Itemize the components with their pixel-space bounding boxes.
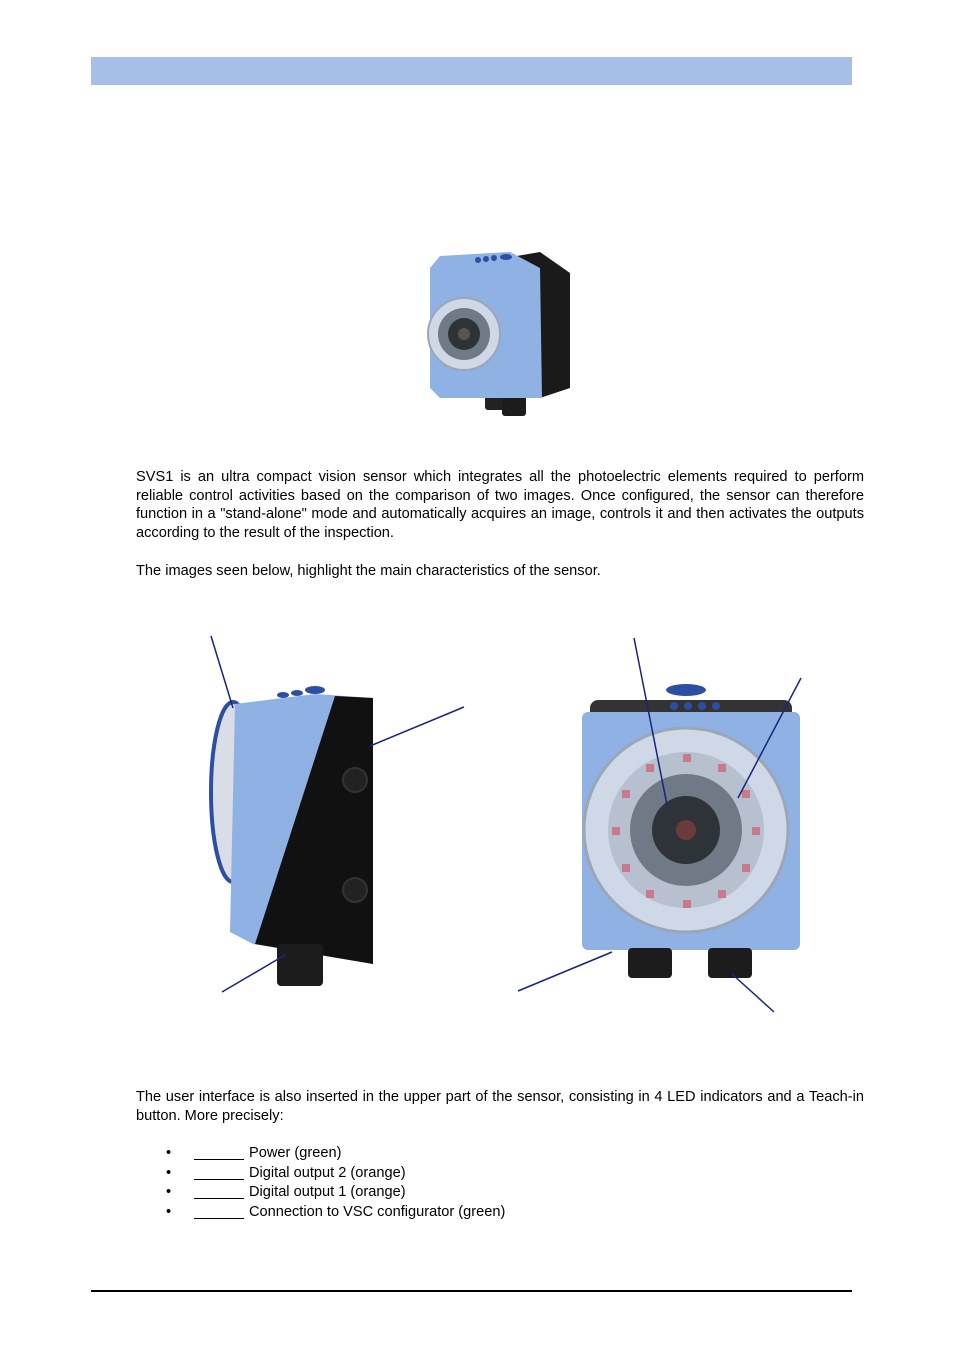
led-label: Power (green) [249,1145,342,1161]
led-label: Digital output 2 (orange) [249,1164,406,1181]
callout-line-connector-side [222,955,285,992]
led-label: Digital output 1 (orange) [249,1184,406,1201]
intro-paragraph: SVS1 is an ultra compact vision sensor which integrates all the photoelectric elements required to perform reliable control activities based on the comparison of two images. Once configured, the sensor can therefore function in a "stand-alone" mode and automatically acquires an image, controls it and then activates the outputs according to the result of the inspection. [136,469,864,541]
callout-line-lens-front [634,638,667,805]
list-item [136,1183,406,1203]
callout-line-lens-side [211,636,233,708]
footer-rule [91,1290,852,1292]
bullet-icon: • [166,1164,172,1181]
callout-line-connector-left-front [518,952,612,991]
callout-line-connector-right-front [732,974,774,1012]
led-blank-line [194,1198,244,1199]
list-item [136,1144,342,1164]
led-indicator-list [136,1144,506,1222]
callout-line-illuminator-front [738,678,801,798]
bullet-icon: • [166,1203,172,1220]
led-blank-line [194,1159,244,1160]
bullet-icon: • [166,1184,172,1201]
led-blank-line [194,1179,244,1180]
led-label: Connection to VSC configurator (green) [249,1203,506,1220]
list-item [136,1164,406,1184]
led-blank-line [194,1218,244,1219]
callout-line-body-side [370,707,464,746]
bullet-icon: • [166,1145,172,1161]
list-item [136,1203,506,1223]
images-note-paragraph: The images seen below, highlight the main characteristics of the sensor. [136,563,601,579]
user-interface-paragraph: The user interface is also inserted in the upper part of the sensor, consisting in 4 LED indicators and a Teach-in button. More precisely: [136,1089,864,1124]
